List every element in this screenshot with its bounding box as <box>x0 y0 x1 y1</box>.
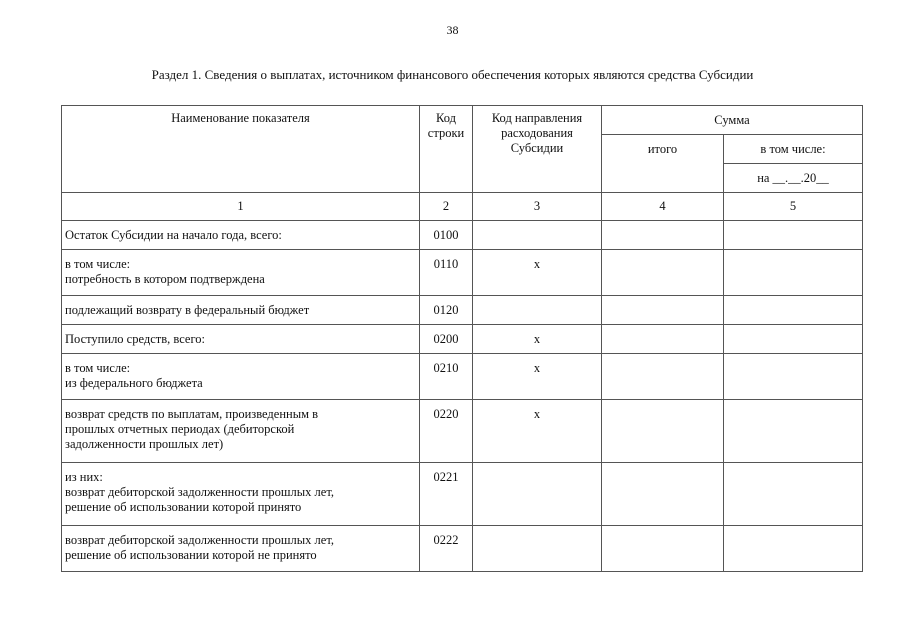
column-numbers-row <box>62 193 863 221</box>
header-direction-code: Код направления расходования Субсидии <box>473 106 602 193</box>
table-row <box>62 250 863 296</box>
column-number: 2 <box>420 193 473 221</box>
direction-code-cell: х <box>473 325 602 354</box>
indicator-name-cell <box>62 296 420 325</box>
indicator-name-line: из федерального бюджета <box>65 376 203 390</box>
indicator-name-line: в том числе: <box>65 361 131 375</box>
total-value-cell <box>602 250 724 296</box>
row-code-cell: 0110 <box>420 250 473 296</box>
indicator-name-line: в том числе: <box>65 257 131 271</box>
table-row <box>62 296 863 325</box>
indicator-name-line: Поступило средств, всего: <box>65 332 205 346</box>
row-code-cell: 0220 <box>420 400 473 463</box>
direction-code-cell: х <box>473 354 602 400</box>
direction-code-cell <box>473 221 602 250</box>
total-value-cell <box>602 221 724 250</box>
page-number: 38 <box>446 23 459 37</box>
indicator-name-line: прошлых отчетных периодах (дебиторской <box>65 422 295 436</box>
table-row <box>62 221 863 250</box>
indicator-name-line: возврат дебиторской задолженности прошлых лет, <box>65 485 334 499</box>
total-value-cell <box>602 400 724 463</box>
row-code-cell: 0222 <box>420 526 473 572</box>
header-total: итого <box>602 135 724 193</box>
indicator-name-line: потребность в котором подтверждена <box>65 272 265 286</box>
header-sum: Сумма <box>602 106 863 135</box>
including-value-cell <box>724 463 863 526</box>
column-number: 4 <box>602 193 724 221</box>
including-value-cell <box>724 400 863 463</box>
section-title: Раздел 1. Сведения о выплатах, источником финансового обеспечения которых являются средства Субсидии <box>151 67 754 82</box>
row-code-cell: 0120 <box>420 296 473 325</box>
row-code-cell: 0210 <box>420 354 473 400</box>
indicator-name-line: возврат средств по выплатам, произведенным в <box>65 407 319 421</box>
indicator-name-line: решение об использовании которой принято <box>65 500 302 514</box>
including-value-cell <box>724 526 863 572</box>
including-value-cell <box>724 250 863 296</box>
including-value-cell <box>724 296 863 325</box>
indicator-name-line: подлежащий возврату в федеральный бюджет <box>65 303 310 317</box>
indicator-name-line: задолженности прошлых лет) <box>65 437 224 451</box>
table-row <box>62 463 863 526</box>
row-code-cell: 0200 <box>420 325 473 354</box>
header-indicator-name: Наименование показателя <box>62 106 420 193</box>
total-value-cell <box>602 354 724 400</box>
table-row <box>62 526 863 572</box>
indicator-name-line: возврат дебиторской задолженности прошлых лет, <box>65 533 334 547</box>
header-including: в том числе: <box>724 135 863 164</box>
indicator-name-line: решение об использовании которой не принято <box>65 548 317 562</box>
indicator-name-line: Остаток Субсидии на начало года, всего: <box>65 228 282 242</box>
indicator-name-cell <box>62 400 420 463</box>
row-code-cell: 0221 <box>420 463 473 526</box>
indicator-name-cell <box>62 250 420 296</box>
direction-code-cell: х <box>473 400 602 463</box>
total-value-cell <box>602 325 724 354</box>
direction-code-cell: х <box>473 250 602 296</box>
column-number: 1 <box>62 193 420 221</box>
indicator-name-line: из них: <box>65 470 103 484</box>
column-number: 3 <box>473 193 602 221</box>
direction-code-cell <box>473 463 602 526</box>
indicator-name-cell <box>62 463 420 526</box>
including-value-cell <box>724 221 863 250</box>
indicator-name-cell <box>62 325 420 354</box>
payments-table <box>61 105 863 572</box>
table-row <box>62 325 863 354</box>
row-code-cell: 0100 <box>420 221 473 250</box>
total-value-cell <box>602 296 724 325</box>
indicator-name-cell <box>62 221 420 250</box>
including-value-cell <box>724 354 863 400</box>
indicator-name-cell <box>62 354 420 400</box>
column-number: 5 <box>724 193 863 221</box>
including-value-cell <box>724 325 863 354</box>
table-row <box>62 354 863 400</box>
table-row <box>62 400 863 463</box>
direction-code-cell <box>473 526 602 572</box>
direction-code-cell <box>473 296 602 325</box>
indicator-name-cell <box>62 526 420 572</box>
total-value-cell <box>602 463 724 526</box>
header-row-code: Код строки <box>420 106 473 193</box>
header-date: на __.__.20__ <box>724 164 863 193</box>
total-value-cell <box>602 526 724 572</box>
